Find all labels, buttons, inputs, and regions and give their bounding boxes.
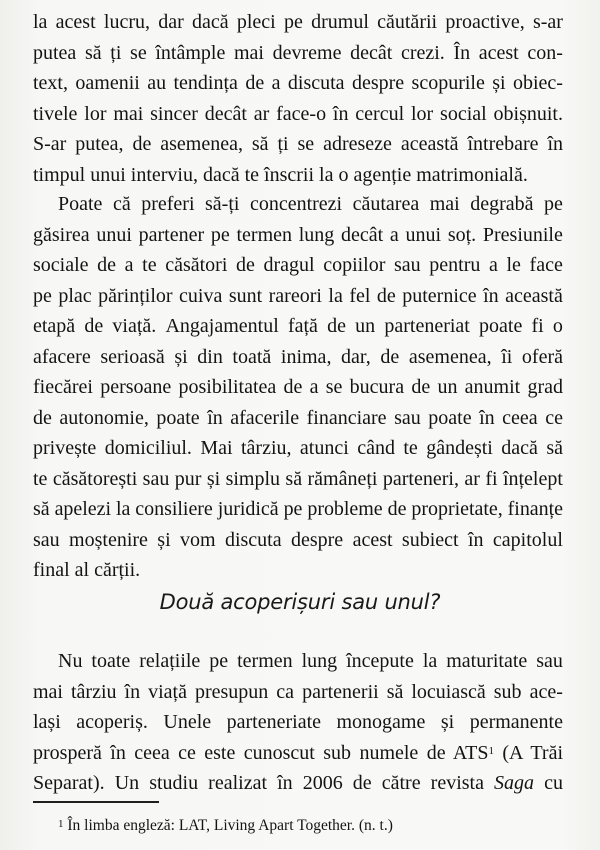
text-line: pe plac părinților cuiva sunt rareori la fel de puternice în această	[33, 284, 563, 307]
paragraph-1	[33, 7, 563, 190]
text-segment: (A Trăi	[493, 741, 563, 764]
text-line: lași acoperiș. Unele parteneriate monogame și permanente	[33, 711, 563, 733]
text-line: putea să ți se întâmple mai devreme decât crezi. În acest con-	[33, 41, 563, 64]
text-line: sau moștenire și vom discuta despre acest subiect în capitolul	[33, 528, 563, 551]
footnote-text: În limba engleză: LAT, Living Apart Together. (n. t.)	[63, 817, 393, 834]
italic-title: Saga	[494, 772, 535, 794]
text-line: Nu toate relațiile pe termen lung începute la maturitate sau	[58, 650, 563, 672]
text-line: te căsătorești sau pur și simplu să rămâneți parteneri, ar fi înțelept	[33, 467, 563, 490]
text-line: privește domiciliul. Mai târziu, atunci când te gândești dacă să	[33, 437, 563, 459]
text-line: etapă de viață. Angajamentul față de un parteneriat poate fi o	[33, 315, 563, 337]
text-line	[33, 768, 563, 799]
paragraph-2	[33, 189, 563, 586]
text-segment: Separat). Un studiu realizat în 2006 de către revista	[33, 772, 495, 794]
text-line: tivele lor mai sincer decât ar face-o în cercul lor social obișnuit.	[33, 102, 563, 125]
text-line: text, oamenii au tendința de a discuta despre scopurile și obiec-	[33, 72, 563, 94]
text-line: Poate că preferi să-ți concentrezi căutarea mai degrabă pe	[58, 193, 563, 215]
text-line: afacere serioasă și din toată inima, dar, de asemenea, îi oferă	[33, 345, 563, 368]
text-line: de autonomie, poate în afacerile financiare sau poate în ceea ce	[33, 406, 563, 429]
text-segment: cu	[534, 772, 563, 794]
footnote	[58, 816, 393, 836]
text-line: sociale de a te căsători de dragul copiilor sau pentru a le face	[33, 254, 563, 276]
section-heading: Două acoperișuri sau unul?	[159, 590, 441, 614]
text-line: găsirea unui partener pe termen lung decât a unui soț. Presiunile	[33, 223, 563, 246]
text-line	[33, 738, 563, 769]
text-line: la acest lucru, dar dacă pleci pe drumul căutării proactive, s-ar	[33, 11, 563, 33]
footnote-divider	[33, 801, 159, 803]
footnote-marker: 1	[58, 818, 64, 830]
text-line: timpul unui interviu, dacă te înscrii la o agenție matrimonială.	[33, 163, 528, 186]
paragraph-3	[33, 646, 563, 799]
text-line: fiecărei persoane posibilitatea de a se bucura de un anumit grad	[33, 376, 563, 398]
text-line: mai târziu în viață presupun ca partenerii să locuiască sub ace-	[33, 680, 563, 703]
text-line: S-ar putea, de asemenea, să ți se adreseze această întrebare în	[33, 133, 563, 155]
footnote-reference: 1	[488, 744, 494, 757]
text-line: final al cărții.	[33, 559, 141, 581]
text-line: să apelezi la consiliere juridică pe probleme de proprietate, finanțe	[33, 498, 563, 520]
text-segment: prosperă în ceea ce este cunoscut sub numele de ATS	[33, 741, 489, 764]
